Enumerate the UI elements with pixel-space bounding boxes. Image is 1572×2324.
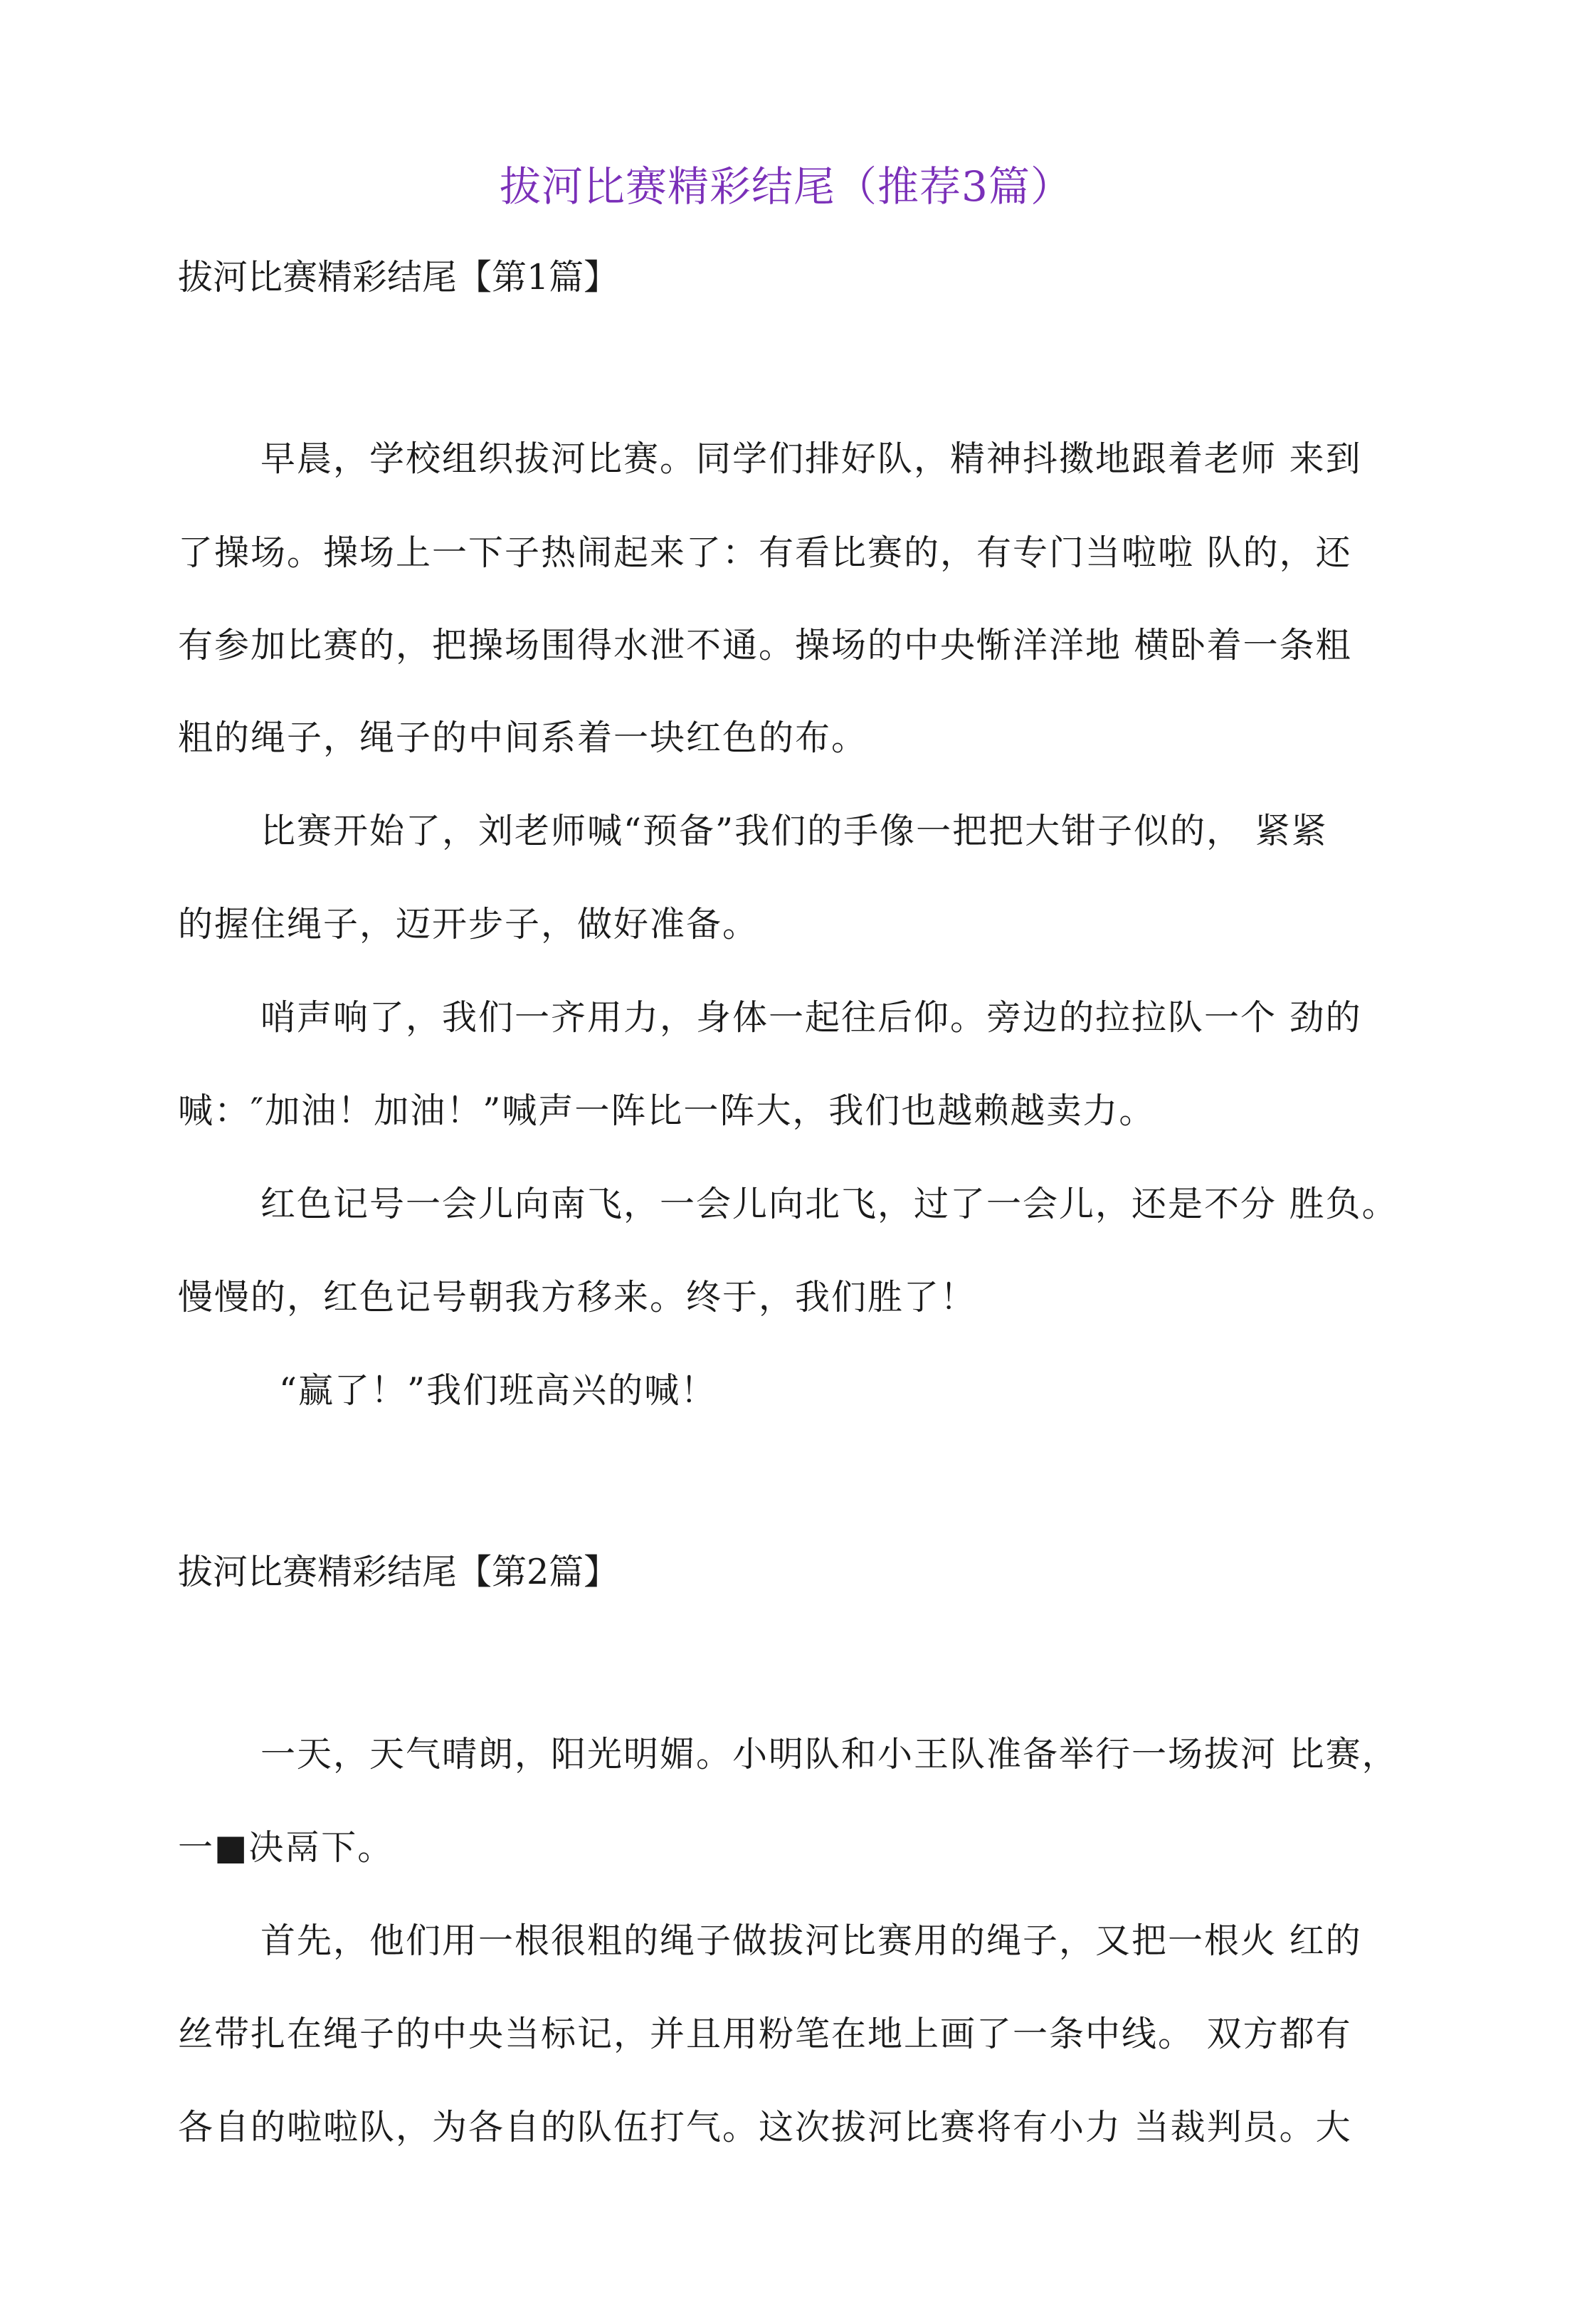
paragraph-line: 的握住绳子，迈开步子，做好准备。 [178, 904, 759, 945]
paragraph-line: 首先，他们用一根很粗的绳子做拔河比赛用的绳子，又把一根火 红的 [260, 1920, 1362, 1961]
paragraph-line: 一天，天气晴朗，阳光明媚。小明队和小王队准备举行一场拔河 比赛， [260, 1734, 1398, 1774]
paragraph-line: 粗的绳子，绳子的中间系着一块红色的布。 [178, 717, 868, 758]
paragraph-line: 各自的啦啦队，为各自的队伍打气。这次拔河比赛将有小力 当裁判员。大 [178, 2107, 1352, 2147]
paragraph-line: 丝带扎在绳子的中央当标记，并且用粉笔在地上画了一条中线。 双方都有 [178, 2014, 1352, 2054]
section-1-heading: 拔河比赛精彩结尾【第1篇】 [178, 257, 619, 298]
paragraph-line: 红色记号一会儿向南飞，一会儿向北飞，过了一会儿，还是不分 胜负。 [260, 1184, 1398, 1224]
paragraph-line: 喊：″加油！加油！”喊声一阵比一阵大，我们也越赖越卖力。 [178, 1090, 1156, 1131]
paragraph-line: 有参加比赛的，把操场围得水泄不通。操场的中央惭洋洋地 横卧着一条粗 [178, 625, 1352, 666]
section-2-heading: 拔河比赛精彩结尾【第2篇】 [178, 1552, 619, 1592]
paragraph-line: 比赛开始了，刘老师喊“预备”我们的手像一把把大钳子似的， 紧紧 [260, 811, 1328, 851]
paragraph-line: 哨声响了，我们一齐用力，身体一起往后仰。旁边的拉拉队一个 劲的 [260, 997, 1362, 1038]
paragraph-line: “赢了！”我们班高兴的喊！ [279, 1370, 717, 1411]
paragraph-line: 早晨，学校组织拔河比赛。同学们排好队，精神抖擞地跟着老师 来到 [260, 438, 1362, 479]
paragraph-line: 慢慢的，红色记号朝我方移来。终于，我们胜了！ [178, 1277, 977, 1318]
paragraph-line: 一■决鬲下。 [178, 1827, 394, 1868]
document-title: 拔河比赛精彩结尾（推荐3篇） [500, 162, 1072, 211]
paragraph-line: 了操场。操场上一下子热闹起来了：有看比赛的，有专门当啦啦 队的，还 [178, 532, 1352, 573]
